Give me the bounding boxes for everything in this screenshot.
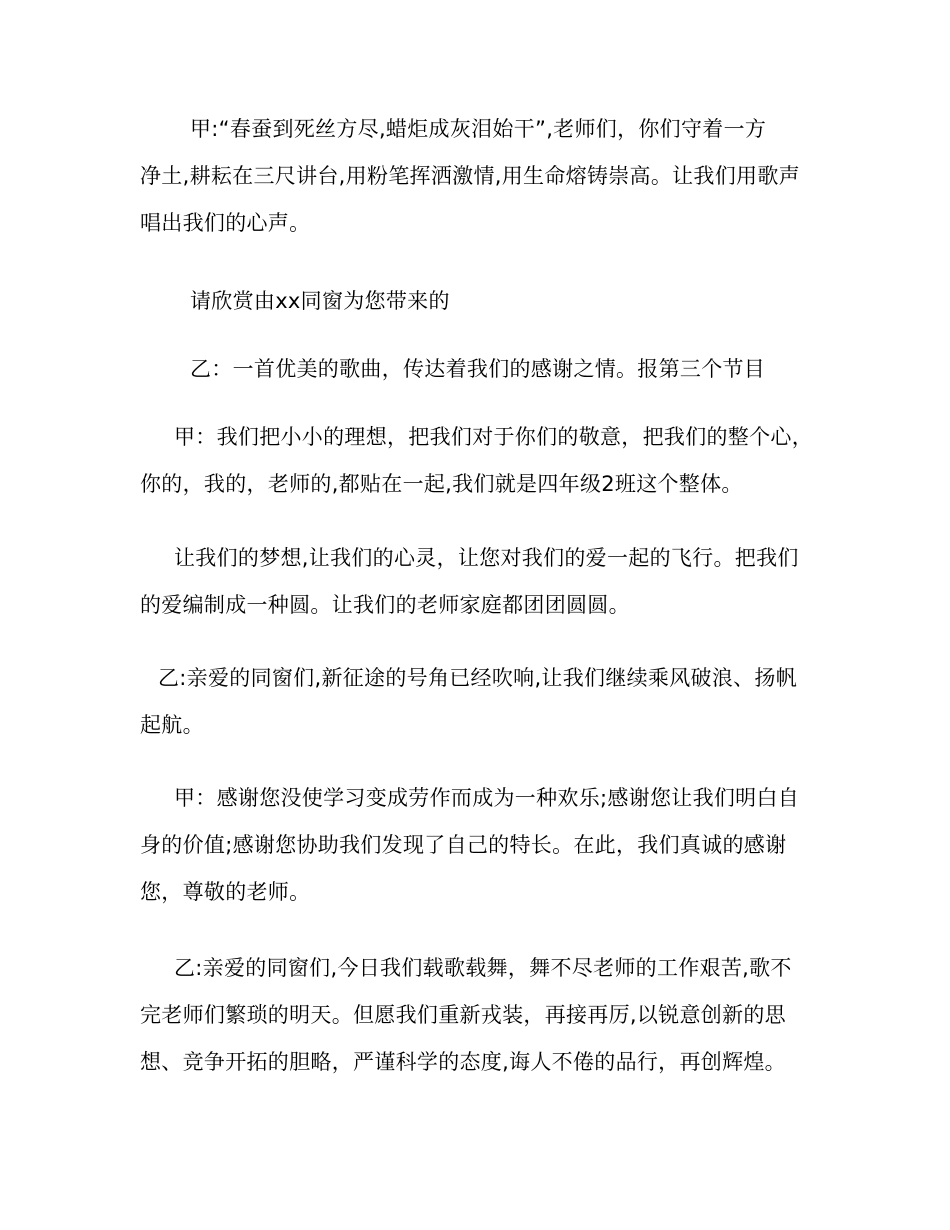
- paragraph-line: 唱出我们的心声。: [140, 211, 311, 235]
- paragraph-line: 甲：感谢您没使学习变成劳作而成为一种欢乐;感谢您让我们明白自: [174, 786, 800, 810]
- paragraph-line: 你的，我的，老师的,都贴在一起,我们就是四年级2班这个整体。: [140, 472, 743, 496]
- paragraph-line: 起航。: [140, 713, 204, 737]
- paragraph-line: 让我们的梦想,让我们的心灵，让您对我们的爱一起的飞行。把我们: [174, 546, 799, 570]
- paragraph-3: [140, 346, 820, 393]
- paragraph-7: [140, 775, 820, 916]
- paragraph-line: 乙:亲爱的同窗们,新征途的号角已经吹响,让我们继续乘风破浪、扬帆: [158, 666, 798, 690]
- paragraph-line: 您，尊敬的老师。: [140, 880, 311, 904]
- paragraph-line: 乙:亲爱的同窗们,今日我们载歌载舞，舞不尽老师的工作艰苦,歌不: [174, 956, 792, 980]
- paragraph-8: [140, 945, 820, 1086]
- paragraph-line: 甲：我们把小小的理想，把我们对于你们的敬意，把我们的整个心，: [174, 425, 813, 449]
- paragraph-4: [140, 414, 820, 508]
- paragraph-line: 净土,耕耘在三尺讲台,用粉笔挥洒激情,用生命熔铸崇高。让我们用歌声: [140, 164, 800, 188]
- paragraph-line: 乙：一首优美的歌曲，传达着我们的感谢之情。报第三个节目: [190, 357, 766, 381]
- paragraph-5: [140, 535, 820, 629]
- paragraph-line: 想、竞争开拓的胆略，严谨科学的态度,诲人不倦的品行，再创辉煌。: [140, 1050, 786, 1074]
- paragraph-line: 身的价值;感谢您协助我们发现了自己的特长。在此，我们真诚的感谢: [140, 833, 787, 857]
- paragraph-line: 请欣赏由xx同窗为您带来的: [190, 289, 450, 313]
- paragraph-2: [140, 278, 820, 325]
- paragraph-line: 的爱编制成一种圆。让我们的老师家庭都团团圆圆。: [140, 593, 630, 617]
- paragraph-1: [140, 106, 820, 247]
- paragraph-line: 甲:“春蚕到死丝方尽,蜡炬成灰泪始干”,老师们，你们守着一方: [190, 117, 767, 141]
- paragraph-6: [140, 655, 820, 749]
- paragraph-line: 完老师们繁琐的明天。但愿我们重新戎装，再接再厉,以锐意创新的思: [140, 1003, 786, 1027]
